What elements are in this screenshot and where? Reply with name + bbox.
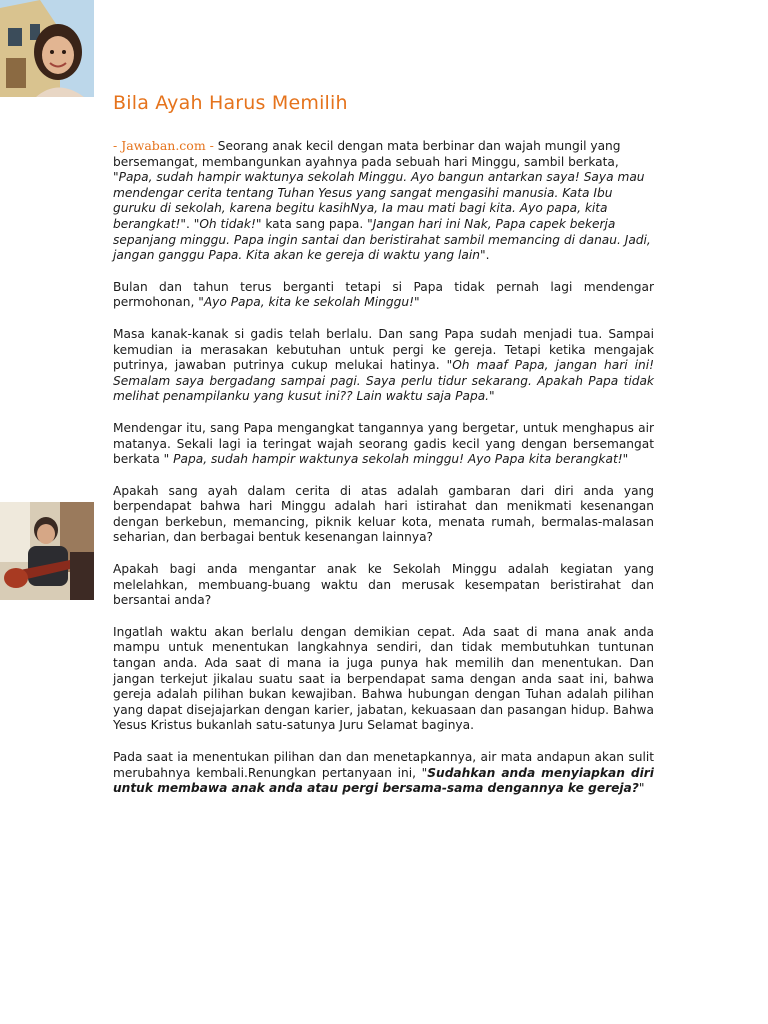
paragraph-8-end: " [638, 781, 645, 796]
paragraph-1-text: Seorang anak kecil dengan mata berbinar dan wajah mungil yang bersemangat, membangunkan ayahnya pada sebuah hari Minggu, sambil berkata, [113, 139, 621, 169]
article-title: Bila Ayah Harus Memilih [113, 92, 348, 114]
paragraph-1 [113, 138, 654, 264]
paragraph-5: Apakah sang ayah dalam cerita di atas adalah gambaran dari diri anda yang berpendapat bahwa hari Minggu adalah hari istirahat dan menikmati kesenangan dengan berkebun, memancing, piknik keluar kota, menata rumah, bermalas-malasan seharian, dan berbagai bentuk kesenangan lainnya? [113, 483, 654, 545]
article [113, 92, 654, 813]
paragraph-1-mid-2: " kata sang papa. [255, 216, 368, 231]
paragraph-8-quote: Sudahkan anda menyiapkan diri untuk membawa anak anda atau pergi bersama-sama dengannya ke gereja? [113, 765, 654, 796]
paragraph-4 [113, 421, 654, 468]
paragraph-3-end: " [489, 389, 495, 404]
paragraph-6: Apakah bagi anda mengantar anak ke Sekolah Minggu adalah kegiatan yang melelahkan, membuang-buang waktu dan merusak kesempatan beristirahat dan bersantai anda? [113, 562, 654, 608]
paragraph-2-quote: Ayo Papa, kita ke sekolah Minggu! [203, 295, 414, 310]
girl-smiling-photo [0, 0, 94, 97]
paragraph-2-end: " [413, 295, 420, 310]
paragraph-2-text: Bulan dan tahun terus berganti tetapi si Papa tidak pernah lagi mendengar permohonan, " [113, 279, 654, 310]
paragraph-1-quote-2: Oh tidak! [199, 216, 256, 231]
photo-mid-illustration [0, 502, 94, 600]
paragraph-2 [113, 280, 654, 311]
paragraph-7: Ingatlah waktu akan berlalu dengan demikian cepat. Ada saat di mana anak anda mampu untuk menentukan langkahnya sendiri, dan tidak membutuhkan tuntunan tangan anda. Ada saat di mana ia juga punya hak memilih dan menentukan. Dan jangan terkejut jikalau suatu saat ia berpendapat sama dengan anda saat ini, bahwa gereja adalah pilihan bukan kewajiban. Bahwa hubungan dengan Tuhan adalah pilihan yang dapat disejajarkan dengan karier, jabatan, kekuasaan dan pasangan hidup. Bahwa Yesus Kristus bukanlah satu-satunya Juru Selamat baginya. [113, 624, 654, 733]
paragraph-3-quote: Oh maaf Papa, jangan hari ini! Semalam saya bergadang sampai pagi. Saya perlu tidur sekarang. Apakah Papa tidak melihat penampilanku yang kusut ini?? Lain waktu saja Papa. [113, 358, 654, 404]
paragraph-8-text: Pada saat ia menentukan pilihan dan dan menetapkannya, air mata andapun akan sulit merubahnya kembali.Renungkan pertanyaan ini, " [113, 750, 654, 780]
paragraph-4-quote: Papa, sudah hampir waktunya sekolah minggu! Ayo Papa kita berangkat! [169, 452, 623, 467]
paragraph-1-quote-3: "Jangan hari ini Nak, Papa capek bekerja sepanjang minggu. Papa ingin santai dan beristirahat sambil memancing di danau. Jadi, jangan ganggu Papa. Kita akan ke gereja di waktu yang lain" [113, 216, 651, 263]
paragraph-1-quote-1: "Papa, sudah hampir waktunya sekolah Minggu. Ayo bangun antarkan saya! Saya mau mendengar cerita tentang Tuhan Yesus yang sangat mengasihi manusia. Kata Ibu guruku di sekolah, karena begitu kasihNya, Ia mau mati bagi kita. Ayo papa, kita berangkat!" [113, 170, 645, 231]
paragraph-1-mid-1: . " [185, 216, 200, 231]
boy-guitar-photo [0, 502, 94, 600]
photo-top-illustration [0, 0, 94, 97]
paragraph-4-text: Mendengar itu, sang Papa mengangkat tangannya yang bergetar, untuk menghapus air matanya. Sekali lagi ia teringat wajah seorang gadis kecil yang dengan bersemangat berkata " [113, 420, 654, 467]
paragraph-3 [113, 327, 654, 405]
paragraph-1-end: . [485, 248, 490, 263]
paragraph-8 [113, 750, 654, 797]
paragraph-3-text: Masa kanak-kanak si gadis telah berlalu. Dan sang Papa sudah menjadi tua. Sampai kemudian ia merasakan kebutuhan untuk pergi ke gereja. Tetapi ketika mengajak putrinya, jawaban putrinya cukup melukai hatinya. " [113, 326, 654, 373]
paragraph-4-end: " [622, 452, 629, 467]
source-link[interactable]: - Jawaban.com - [113, 138, 214, 153]
